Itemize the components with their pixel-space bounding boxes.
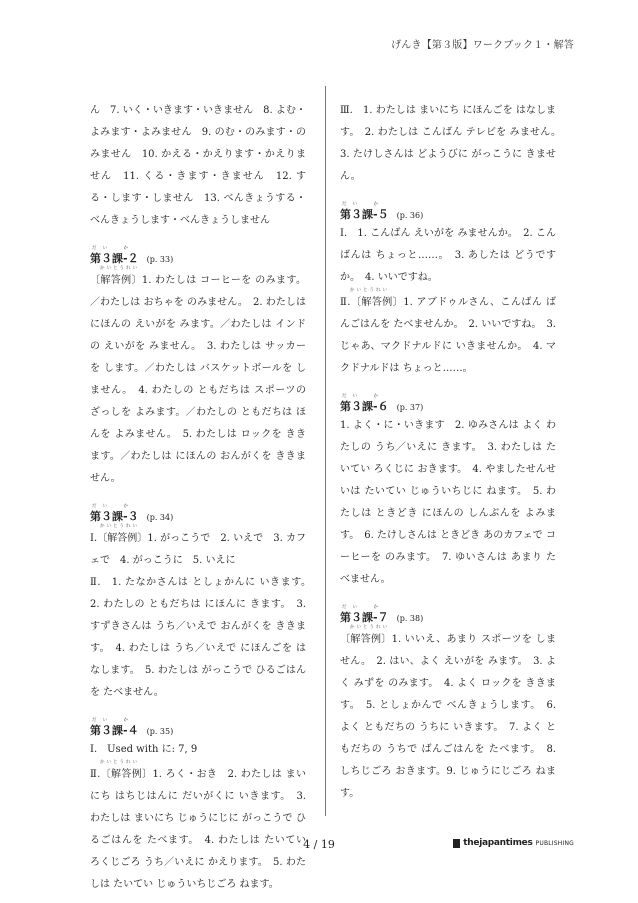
left-column <box>90 100 316 896</box>
section-page-ref: (p. 37) <box>396 403 424 412</box>
section-page-ref: (p. 38) <box>396 614 424 623</box>
section-heading <box>340 605 556 626</box>
section-page-ref: (p. 34) <box>146 513 174 522</box>
column-divider <box>325 86 326 816</box>
furigana: かいとうれい <box>100 524 139 529</box>
answer-text: Ⅰ. Used with に: 7, 9 <box>90 744 198 755</box>
answer-text: 〔解答例〕1. いいえ、あまり スポーツを しません。 2. はい、よく えいがを みます。 3. よく みずを のみます。 4. よく ロックを ききます。 5. としょかんで べんきょうします。 6. よく ともだちの うちに いきます。 7. よく ともだちの うちで ばんごはんを たべます。 8. しちじごろ おきます。9. じゅうにじごろ ねます。 <box>340 634 556 799</box>
furigana: だい か <box>342 394 384 399</box>
logo-subtext: PUBLISHING <box>535 839 574 847</box>
furigana: だい か <box>342 202 384 207</box>
logo-mark-icon <box>453 839 460 848</box>
section-heading <box>90 504 306 525</box>
section-title: 第３課-２ <box>90 252 139 265</box>
furigana: かいとうれい <box>100 266 139 271</box>
answer-text: Ⅲ. 1. わたしは まいにち にほんごを はなします。 2. わたしは こんばん テレビを みません。 3. たけしさんは どようびに がっこうに きません。 <box>340 105 566 182</box>
answer-text: Ⅰ.〔解答例〕1. がっこうで 2. いえで 3. カフェで 4. がっこうに 5. いえに <box>90 533 306 566</box>
section-title: 第３課-３ <box>90 510 139 523</box>
section-page-ref: (p. 33) <box>146 255 174 264</box>
logo-text: thejapantimes <box>463 838 533 848</box>
furigana: だい か <box>92 504 134 509</box>
furigana: かいとうれい <box>350 625 389 630</box>
answer-text: Ⅱ.〔解答例〕1. アブドゥルさん、こんばん ばんごはんを たべませんか。 2. いいですね。 3. じゃあ、マクドナルドに いきませんか。 4. マクドナルドは ちょっと……。 <box>340 297 556 374</box>
page-header: げんき【第３版】ワークブック１・解答 <box>391 40 574 51</box>
furigana: かいとうれい <box>350 288 389 293</box>
section-heading <box>340 202 556 223</box>
answer-text: Ⅱ. 1. たなかさんは としょかんに いきます。 2. わたしの ともだちは にほんに きます。 3. すずきさんは うち／いえで おんがくを ききます。 4. わたしは うち／いえで にほんごを はなします。 5. わたしは がっこうで ひるごはんを たべません。 <box>90 577 316 698</box>
furigana: かいとうれい <box>100 760 139 765</box>
section-title: 第３課-５ <box>340 208 389 221</box>
section-heading <box>90 718 306 739</box>
answer-text: 1. よく・に・いきます 2. ゆみさんは よく わたしの うち／いえに きます。 3. わたしは たいてい ろくじに おきます。 4. やましたせんせいは たいてい じゅういちじに ねます。 5. わたしは ときどき にほんの しんぶんを よみます。 6. たけしさんは ときどき あのカフェで コーヒーを のみます。 7. ゆいさんは あまり たべません。 <box>340 420 556 585</box>
answer-text: Ⅱ.〔解答例〕1. ろく・おき 2. わたしは まいにち はちじはんに だいがくに いきます。 3. わたしは まいにち じゅうにじに がっこうで ひるごはんを たべます。 4. わたしは たいてい ろくじごろ うち／いえに かえります。 5. わたしは たいてい じゅういちじごろ ねます。 <box>90 769 306 890</box>
page-number: 4 / 19 <box>303 838 335 851</box>
section-page-ref: (p. 35) <box>146 727 174 736</box>
answer-text: ん 7. いく・いきます・いきません 8. よむ・よみます・よみません 9. のむ・のみます・のみません 10. かえる・かえります・かえりません 11. くる・きます・きません 12. する・します・しません 13. べんきょうする・べんきょうします・べんきょうしません <box>90 105 306 226</box>
answer-text: 〔解答例〕1. わたしは コーヒーを のみます。／わたしは おちゃを のみません。 2. わたしは にほんの えいがを みます。／わたしは インドの えいがを みません。 3. わたしは サッカーを します。／わたしは バスケットボールを しません。 4. わたしの ともだちは スポーツの ざっしを よみます。／わたしの ともだちは ほんを よみません。 5. わたしは ロックを ききます。／わたしは にほんの おんがくを ききません。 <box>90 275 306 484</box>
furigana: だい か <box>92 718 134 723</box>
right-column <box>340 100 566 805</box>
section-title: 第３課-６ <box>340 400 389 413</box>
furigana: だい か <box>342 605 384 610</box>
section-heading <box>90 246 306 267</box>
section-page-ref: (p. 36) <box>396 211 424 220</box>
section-title: 第３課-７ <box>340 611 389 624</box>
publisher-logo <box>453 838 574 848</box>
furigana: だい か <box>92 246 134 251</box>
answer-text: Ⅰ. 1. こんばん えいがを みませんか。 2. こんばんは ちょっと……。 3. あしたは どうですか。 4. いいですね。 <box>340 228 556 283</box>
section-heading <box>340 394 556 415</box>
section-title: 第３課-４ <box>90 724 139 737</box>
